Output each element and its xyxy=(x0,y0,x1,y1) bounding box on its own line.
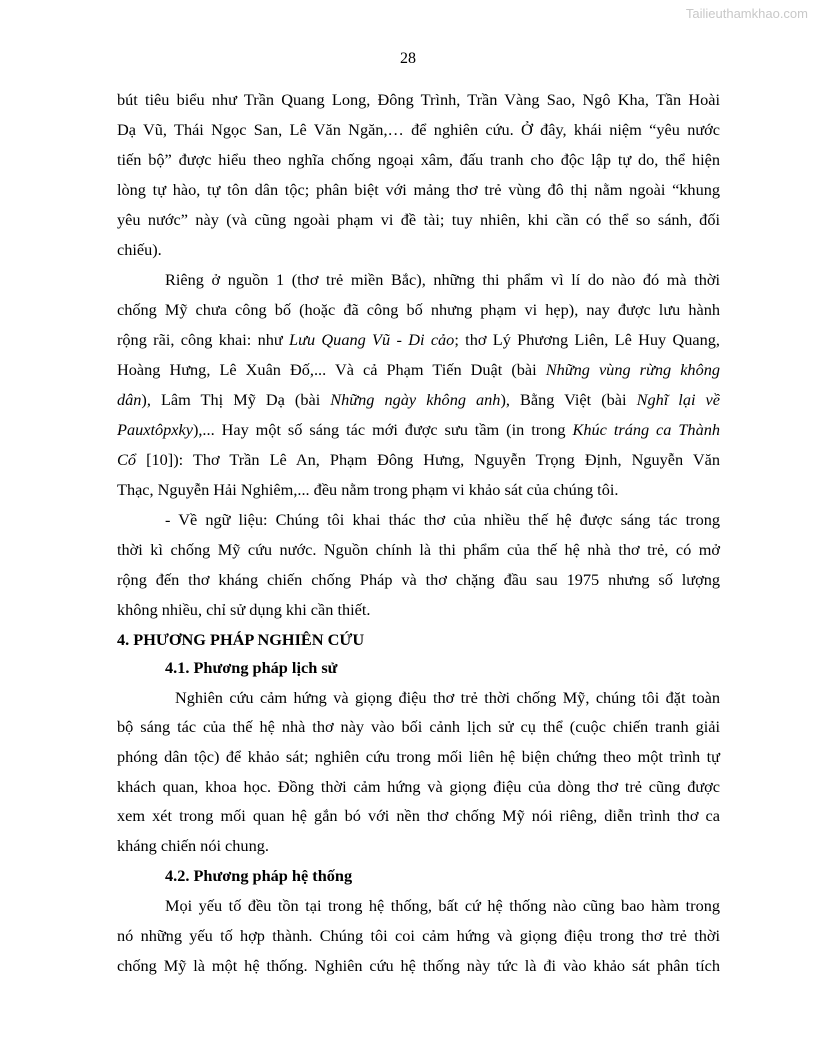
text-segment: Nghiên cứu cảm hứng và giọng điệu thơ trẻ thời chống Mỹ, chúng tôi đặt toàn xyxy=(175,688,720,707)
text-segment: nó những yếu tố hợp thành. Chúng tôi coi cảm hứng và giọng điệu trong thơ trẻ thời xyxy=(117,926,720,945)
text-segment: rộng đến thơ kháng chiến chống Pháp và thơ chặng đầu sau 1975 nhưng số lượng xyxy=(117,570,720,589)
text-line xyxy=(117,85,720,115)
text-segment: thời kì chống Mỹ cứu nước. Nguồn chính là thi phẩm của thế hệ nhà thơ trẻ, có mở xyxy=(117,540,720,559)
text-line xyxy=(117,235,720,265)
text-segment: khách quan, khoa học. Đồng thời cảm hứng và giọng điệu của dòng thơ trẻ cũng được xyxy=(117,777,720,796)
text-line xyxy=(117,475,720,505)
text-line xyxy=(165,891,720,921)
page-number: 28 xyxy=(400,50,416,67)
text-line xyxy=(175,683,720,713)
text-segment: yêu nước” này (và cũng ngoài phạm vi đề tài; tuy nhiên, khi cần có thể so sánh, đối xyxy=(117,210,720,229)
italic-title: Cổ xyxy=(117,450,137,469)
text-line xyxy=(117,742,720,772)
text-line xyxy=(117,205,720,235)
text-line xyxy=(117,772,720,802)
text-line xyxy=(117,295,720,325)
section-heading xyxy=(165,861,768,891)
text-segment: lòng tự hào, tự tôn dân tộc; phân biệt với mảng thơ trẻ vùng đô thị nằm ngoài “khung xyxy=(117,180,720,199)
text-segment: Hoàng Hưng, Lê Xuân Đố,... Và cả Phạm Tiến Duật (bài xyxy=(117,360,546,379)
text-line xyxy=(117,921,720,951)
text-segment: bút tiêu biểu như Trần Quang Long, Đông Trình, Trần Vàng Sao, Ngô Kha, Tần Hoài xyxy=(117,90,720,109)
text-line xyxy=(117,385,720,415)
text-line xyxy=(117,951,720,981)
text-segment: ), Bằng Việt (bài xyxy=(500,390,637,409)
text-line xyxy=(117,535,720,565)
text-segment: 4. PHƯƠNG PHÁP NGHIÊN CỨU xyxy=(117,630,365,649)
text-segment: ), Lâm Thị Mỹ Dạ (bài xyxy=(141,390,331,409)
text-segment: Dạ Vũ, Thái Ngọc San, Lê Văn Ngăn,… để nghiên cứu. Ở đây, khái niệm “yêu nước xyxy=(117,120,720,139)
text-segment: Mọi yếu tố đều tồn tại trong hệ thống, bất cứ hệ thống nào cũng bao hàm trong xyxy=(165,896,720,915)
italic-title: dân xyxy=(117,390,142,409)
text-segment: rộng rãi, công khai: như xyxy=(117,330,290,349)
text-segment: chiếu). xyxy=(117,240,162,259)
italic-title: Nghĩ lại về xyxy=(636,390,720,409)
text-segment: 4.1. Phương pháp lịch sử xyxy=(165,658,338,677)
text-segment: - Về ngữ liệu: Chúng tôi khai thác thơ của nhiều thế hệ được sáng tác trong xyxy=(165,510,720,529)
italic-title: Pauxtôpxky xyxy=(117,420,193,439)
text-segment: Riêng ở nguồn 1 (thơ trẻ miền Bắc), những thi phẩm vì lí do nào đó mà thời xyxy=(165,270,720,289)
section-heading xyxy=(165,653,768,683)
text-line xyxy=(117,415,720,445)
text-segment: bộ sáng tác của thế hệ nhà thơ này vào bối cảnh lịch sử cụ thể (cuộc chiến tranh giải xyxy=(117,717,720,736)
text-segment: chống Mỹ là một hệ thống. Nghiên cứu hệ thống này tức là đi vào khảo sát phân tích xyxy=(117,956,720,975)
watermark: Tailieuthamkhao.com xyxy=(685,6,808,21)
text-segment: ),... Hay một số sáng tác mới được sưu tầm (in trong xyxy=(192,420,573,439)
italic-title: Lưu Quang Vũ - Di cảo xyxy=(289,330,455,349)
text-line xyxy=(165,265,720,295)
text-line xyxy=(117,175,720,205)
text-segment: kháng chiến nói chung. xyxy=(117,836,269,855)
text-segment: 4.2. Phương pháp hệ thống xyxy=(165,866,353,885)
text-line xyxy=(117,325,720,355)
section-heading xyxy=(117,625,720,655)
text-line xyxy=(117,145,720,175)
text-line xyxy=(117,801,720,831)
text-line xyxy=(117,355,720,385)
italic-title: Những vùng rừng không xyxy=(545,360,720,379)
text-segment: không nhiều, chỉ sử dụng khi cần thiết. xyxy=(117,600,371,619)
text-segment: ; thơ Lý Phương Liên, Lê Huy Quang, xyxy=(454,330,720,349)
text-segment: chống Mỹ chưa công bố (hoặc đã công bố nhưng phạm vi hẹp), nay được lưu hành xyxy=(117,300,720,319)
italic-title: Khúc tráng ca Thành xyxy=(572,420,720,439)
text-segment: Thạc, Nguyễn Hải Nghiêm,... đều nằm trong phạm vi khảo sát của chúng tôi. xyxy=(117,480,619,499)
text-segment: xem xét trong mối quan hệ gắn bó với nền thơ chống Mỹ nói riêng, diễn trình thơ ca xyxy=(117,806,720,825)
text-line xyxy=(117,445,720,475)
text-line xyxy=(117,712,720,742)
italic-title: Những ngày không anh xyxy=(330,390,501,409)
text-line xyxy=(117,115,720,145)
text-segment: tiến bộ” được hiểu theo nghĩa chống ngoại xâm, đấu tranh cho độc lập tự do, thể hiện xyxy=(117,150,720,169)
text-line xyxy=(117,565,720,595)
text-segment: [10]): Thơ Trần Lê An, Phạm Đông Hưng, Nguyễn Trọng Định, Nguyễn Văn xyxy=(136,450,720,469)
text-segment: phóng dân tộc) để khảo sát; nghiên cứu trong mối liên hệ biện chứng theo một trình tự xyxy=(117,747,720,766)
text-line xyxy=(117,831,720,861)
text-line xyxy=(165,505,720,535)
text-line xyxy=(117,595,720,625)
